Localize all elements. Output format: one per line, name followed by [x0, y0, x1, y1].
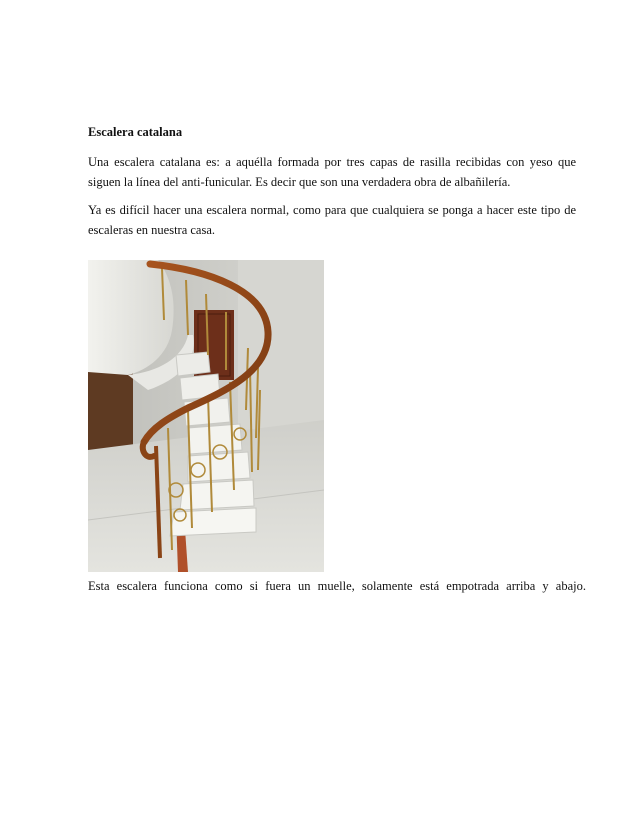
paragraph-definition: Una escalera catalana es: a aquélla formada por tres capas de rasilla recibidas con yeso que siguen la línea del anti-funicular. Es decir que son una verdadera obra de albañilería.: [88, 155, 576, 189]
paragraph-difficulty: Ya es difícil hacer una escalera normal, como para que cualquiera se ponga a hacer este tipo de escaleras en nuestra casa.: [88, 203, 576, 237]
staircase-illustration: [88, 260, 324, 572]
page-title: Escalera catalana: [88, 125, 183, 139]
figure-caption: Esta escalera funciona como si fuera un muelle, solamente está empotrada arriba y abajo.: [88, 579, 586, 593]
document-body: [88, 124, 586, 596]
staircase-photo: [88, 260, 324, 572]
